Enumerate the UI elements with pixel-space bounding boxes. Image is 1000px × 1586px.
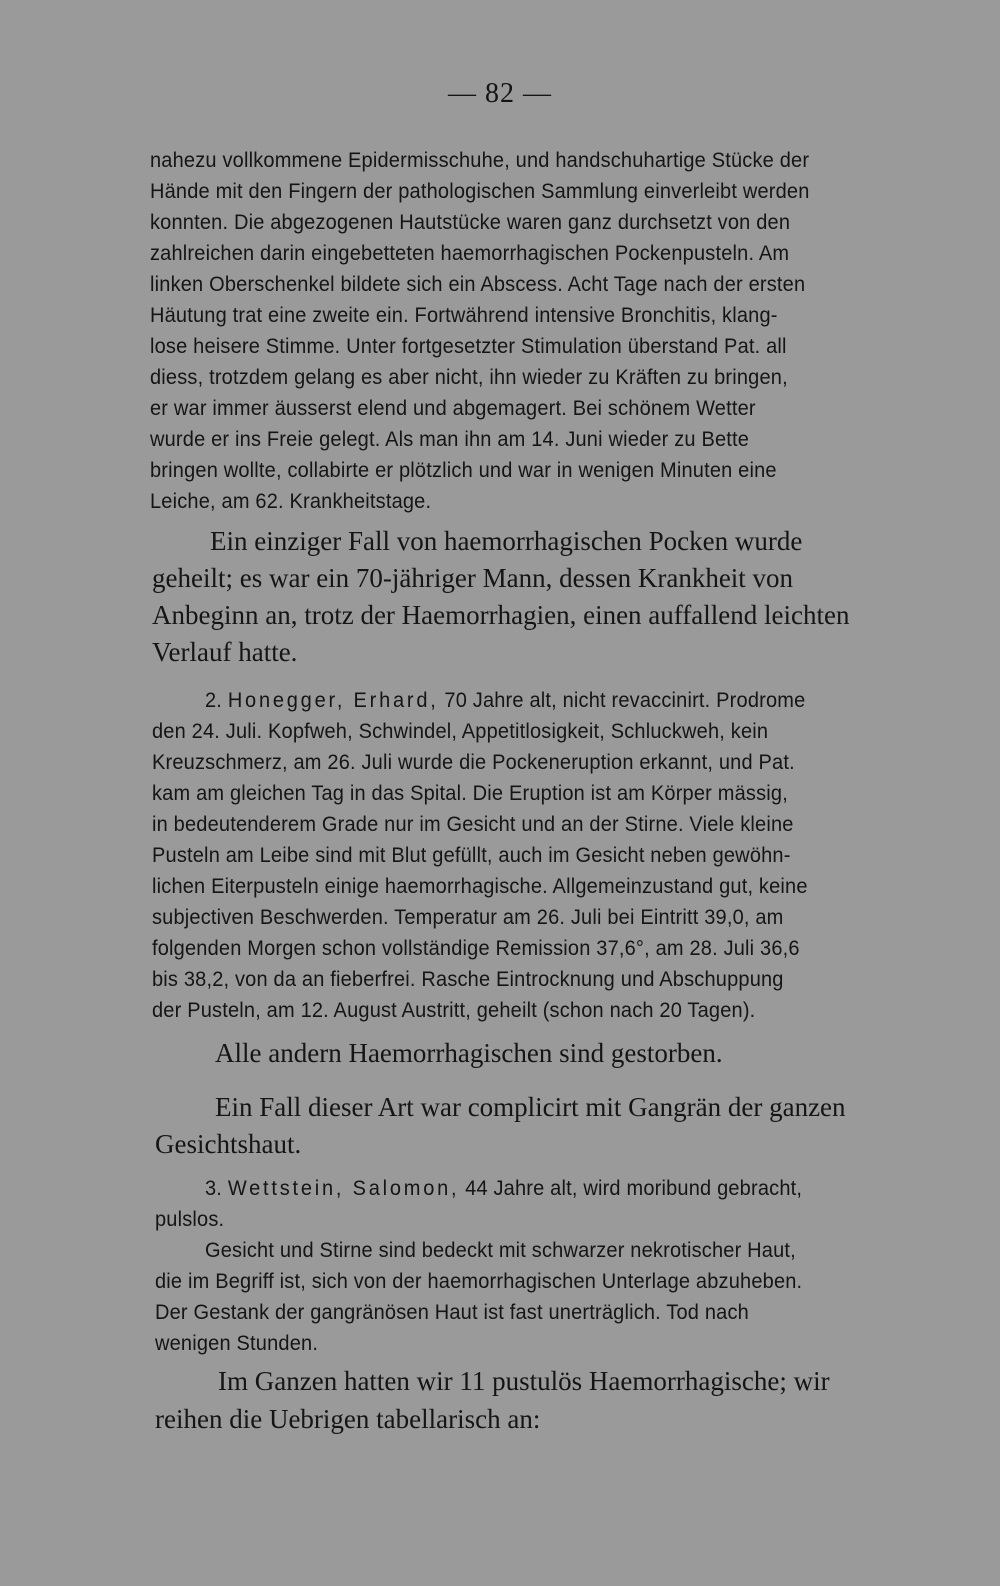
text-line: Gesichtshaut. — [155, 1129, 302, 1159]
text-line: der Pusteln, am 12. August Austritt, geheilt (schon nach 20 Tagen). — [152, 998, 756, 1022]
text-line: den 24. Juli. Kopfweh, Schwindel, Appetitlosigkeit, Schluckweh, kein — [152, 719, 769, 743]
text-line: reihen die Uebrigen tabellarisch an: — [155, 1404, 541, 1434]
text-line: er war immer äusserst elend und abgemagert. Bei schönem Wetter — [150, 396, 756, 420]
case-heading-line — [205, 1176, 802, 1201]
text-line: Der Gestank der gangränösen Haut ist fast unerträglich. Tod nach — [155, 1300, 749, 1324]
text-line: Verlauf hatte. — [152, 637, 298, 667]
text-line: diess, trotzdem gelang es aber nicht, ihn wieder zu Kräften zu bringen, — [150, 365, 788, 389]
case-name: Wettstein, Salomon, — [227, 1176, 460, 1200]
text-line: Alle andern Haemorrhagischen sind gestorben. — [215, 1038, 723, 1068]
text-line: pulslos. — [155, 1207, 225, 1231]
text-line: Gesicht und Stirne sind bedeckt mit schwarzer nekrotischer Haut, — [205, 1238, 796, 1262]
case-heading-rest: 70 Jahre alt, nicht revaccinirt. Prodrome — [444, 688, 806, 712]
case-name: Honegger, Erhard, — [227, 688, 439, 712]
text-line: in bedeutenderem Grade nur im Gesicht und an der Stirne. Viele kleine — [152, 812, 794, 836]
text-line: geheilt; es war ein 70-jähriger Mann, dessen Krankheit von — [152, 563, 794, 593]
case-heading-line — [205, 688, 805, 713]
text-line: zahlreichen darin eingebetteten haemorrhagischen Pockenpusteln. Am — [150, 241, 790, 265]
text-line: die im Begriff ist, sich von der haemorrhagischen Unterlage abzuheben. — [155, 1269, 803, 1293]
text-line: wenigen Stunden. — [155, 1331, 319, 1355]
text-line: lichen Eiterpusteln einige haemorrhagische. Allgemeinzustand gut, keine — [152, 874, 808, 898]
text-line: Ein einziger Fall von haemorrhagischen Pocken wurde — [210, 526, 803, 556]
text-line: Im Ganzen hatten wir 11 pustulös Haemorrhagische; wir — [218, 1366, 830, 1396]
page-number: — 82 — — [448, 78, 552, 109]
text-line: kam am gleichen Tag in das Spital. Die Eruption ist am Körper mässig, — [152, 781, 788, 805]
text-line: bringen wollte, collabirte er plötzlich und war in wenigen Minuten eine — [150, 458, 777, 482]
text-line: nahezu vollkommene Epidermisschuhe, und handschuhartige Stücke der — [150, 148, 810, 172]
text-line: linken Oberschenkel bildete sich ein Abscess. Acht Tage nach der ersten — [150, 272, 806, 296]
text-line: folgenden Morgen schon vollständige Remission 37,6°, am 28. Juli 36,6 — [152, 936, 800, 960]
text-line: wurde er ins Freie gelegt. Als man ihn am 14. Juni wieder zu Bette — [150, 427, 750, 451]
text-line: Leiche, am 62. Krankheitstage. — [150, 489, 432, 513]
text-line: konnten. Die abgezogenen Hautstücke waren ganz durchsetzt von den — [150, 210, 791, 234]
case-number: 2. — [205, 688, 223, 712]
text-line: bis 38,2, von da an fieberfrei. Rasche Eintrocknung und Abschuppung — [152, 967, 784, 991]
case-heading-rest: 44 Jahre alt, wird moribund gebracht, — [465, 1176, 803, 1200]
text-line: subjectiven Beschwerden. Temperatur am 26. Juli bei Eintritt 39,0, am — [152, 905, 784, 929]
case-number: 3. — [205, 1176, 223, 1200]
text-line: Hände mit den Fingern der pathologischen Sammlung einverleibt werden — [150, 179, 810, 203]
text-line: Pusteln am Leibe sind mit Blut gefüllt, auch im Gesicht neben gewöhn- — [152, 843, 791, 867]
text-line: Anbeginn an, trotz der Haemorrhagien, einen auffallend leichten — [152, 600, 850, 630]
text-line: Ein Fall dieser Art war complicirt mit Gangrän der ganzen — [215, 1092, 846, 1122]
text-line: Kreuzschmerz, am 26. Juli wurde die Pockeneruption erkannt, und Pat. — [152, 750, 795, 774]
text-line: Häutung trat eine zweite ein. Fortwährend intensive Bronchitis, klang- — [150, 303, 778, 327]
text-line: lose heisere Stimme. Unter fortgesetzter Stimulation überstand Pat. all — [150, 334, 787, 358]
